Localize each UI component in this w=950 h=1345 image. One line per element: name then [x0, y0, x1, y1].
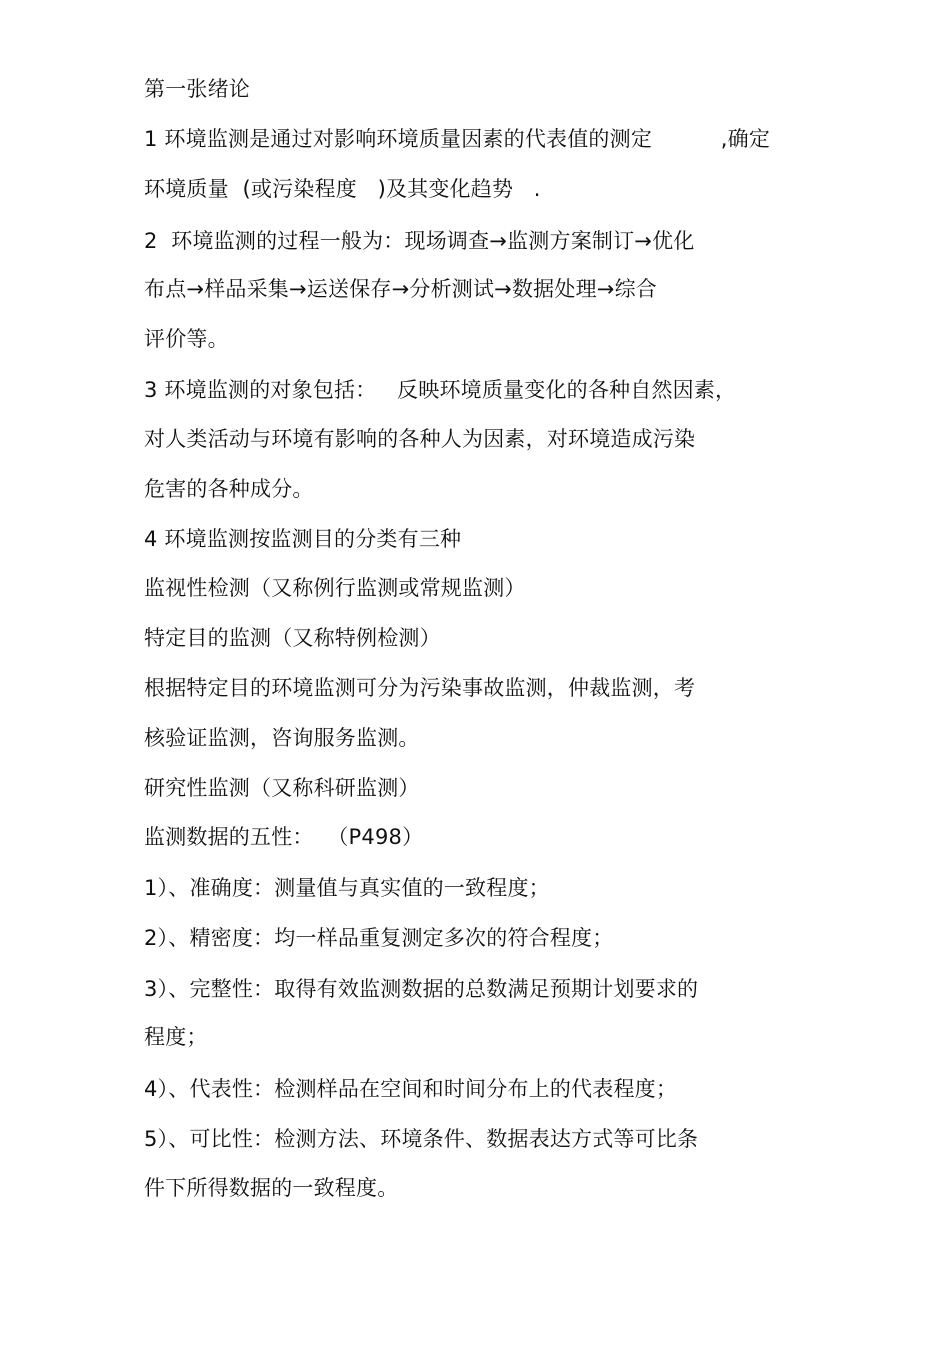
text-line: 监视性检测（又称例行监测或常规监测）: [144, 576, 526, 600]
list-item: 4）、代表性：检测样品在空间和时间分布上的代表程度；: [144, 1077, 678, 1101]
text-line: 1 环境监测是通过对影响环境质量因素的代表值的测定 ,确定: [144, 127, 771, 151]
list-item: 5）、可比性：检测方法、环境条件、数据表达方式等可比条: [144, 1127, 699, 1151]
list-item: 1）、准确度：测量值与真实值的一致程度；: [144, 876, 550, 900]
text-line: 环境质量 (或污染程度 )及其变化趋势 .: [144, 177, 541, 201]
text-line: 危害的各种成分。: [144, 477, 314, 501]
text-line: 评价等。: [144, 327, 229, 351]
text-line: 根据特定目的环境监测可分为污染事故监测，仲裁监测，考: [144, 676, 696, 700]
text-line: 对人类活动与环境有影响的各种人为因素，对环境造成污染: [144, 427, 696, 451]
list-item: 2）、精密度：均一样品重复测定多次的符合程度；: [144, 926, 614, 950]
text-line: 件下所得数据的一致程度。: [144, 1176, 399, 1200]
text-line: 程度；: [144, 1025, 208, 1049]
list-item: 3）、完整性：取得有效监测数据的总数满足预期计划要求的: [144, 977, 699, 1001]
text-line: 4 环境监测按监测目的分类有三种: [144, 527, 462, 551]
text-line: 监测数据的五性： （P498）: [144, 825, 424, 849]
text-line: 2 环境监测的过程一般为：现场调查→监测方案制订→优化: [144, 229, 695, 253]
text-line: 核验证监测，咨询服务监测。: [144, 726, 420, 750]
text-line: 特定目的监测（又称特例检测）: [144, 626, 441, 650]
text-line: 布点→样品采集→运送保存→分析测试→数据处理→综合: [144, 277, 657, 301]
text-line: 研究性监测（又称科研监测）: [144, 776, 420, 800]
chapter-title: 第一张绪论: [144, 77, 250, 101]
text-line: 3 环境监测的对象包括： 反映环境质量变化的各种自然因素，: [144, 378, 737, 402]
